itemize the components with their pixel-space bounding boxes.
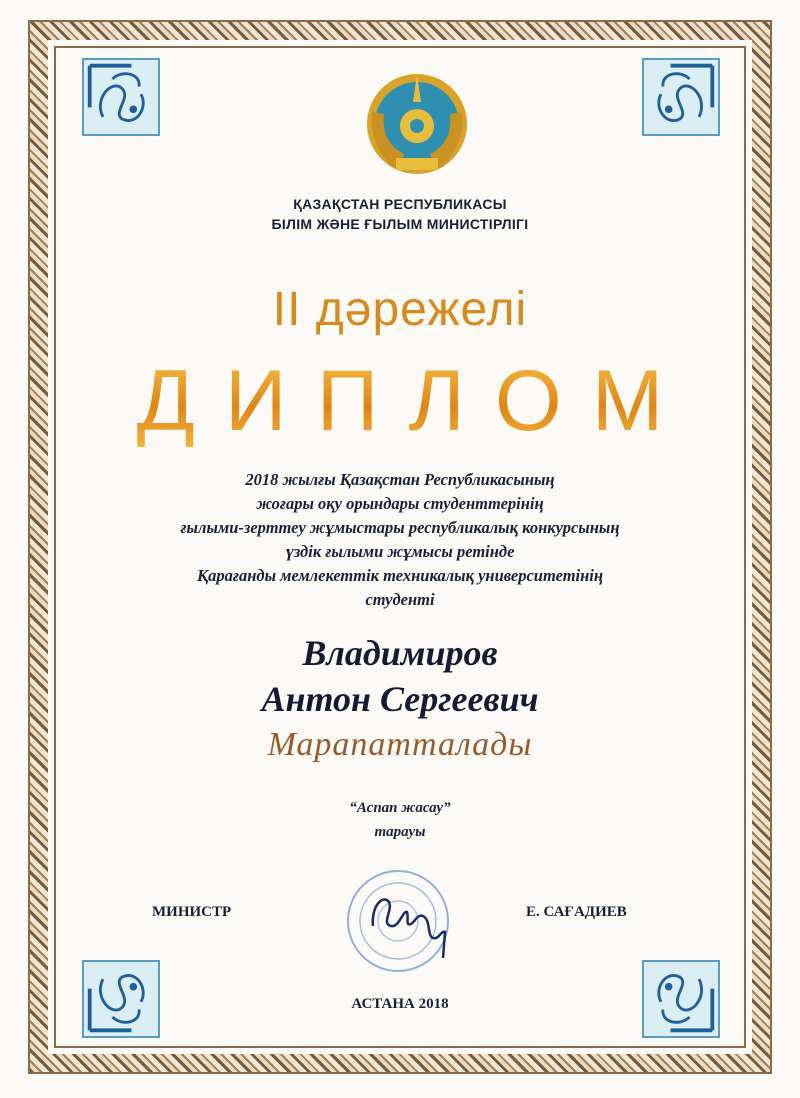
citation-line: 2018 жылғы Қазақстан Республикасының <box>245 470 555 489</box>
ornament-corner-icon <box>82 58 160 136</box>
section-name: “Аспап жасау” <box>349 800 451 816</box>
ministry-header-line2: БІЛІМ ЖӘНЕ ҒЫЛЫМ МИНИСТІРЛІГІ <box>271 216 529 232</box>
citation-line: үздік ғылыми жұмысы ретінде <box>285 542 515 561</box>
citation-line: Қарағанды мемлекеттік техникалық университетінің <box>196 566 604 585</box>
ornament-corner-icon <box>642 58 720 136</box>
citation-line: ғылыми-зерттеу жұмыстары республикалық конкурсының <box>180 518 620 537</box>
citation-line: жоғары оқу орындары студенттерінің <box>256 494 544 513</box>
place-and-year: АСТАНА 2018 <box>351 996 449 1012</box>
ministry-header-line1: ҚАЗАҚСТАН РЕСПУБЛИКАСЫ <box>293 196 507 212</box>
degree-label: II дәрежелі <box>272 283 528 336</box>
official-stamp-icon <box>343 866 453 976</box>
signatory-name: Е. САҒАДИЕВ <box>526 904 627 920</box>
signatory-title: МИНИСТР <box>152 904 232 920</box>
kazakhstan-state-emblem-icon <box>358 62 476 180</box>
citation-line: студенті <box>365 590 435 609</box>
section-label: тарауы <box>374 824 426 840</box>
document-title: ДИПЛОМ <box>0 352 800 451</box>
recipient-given-names: Антон Сергеевич <box>261 679 539 719</box>
recipient-surname: Владимиров <box>302 633 498 673</box>
awarded-label: Марапатталады <box>267 726 533 763</box>
